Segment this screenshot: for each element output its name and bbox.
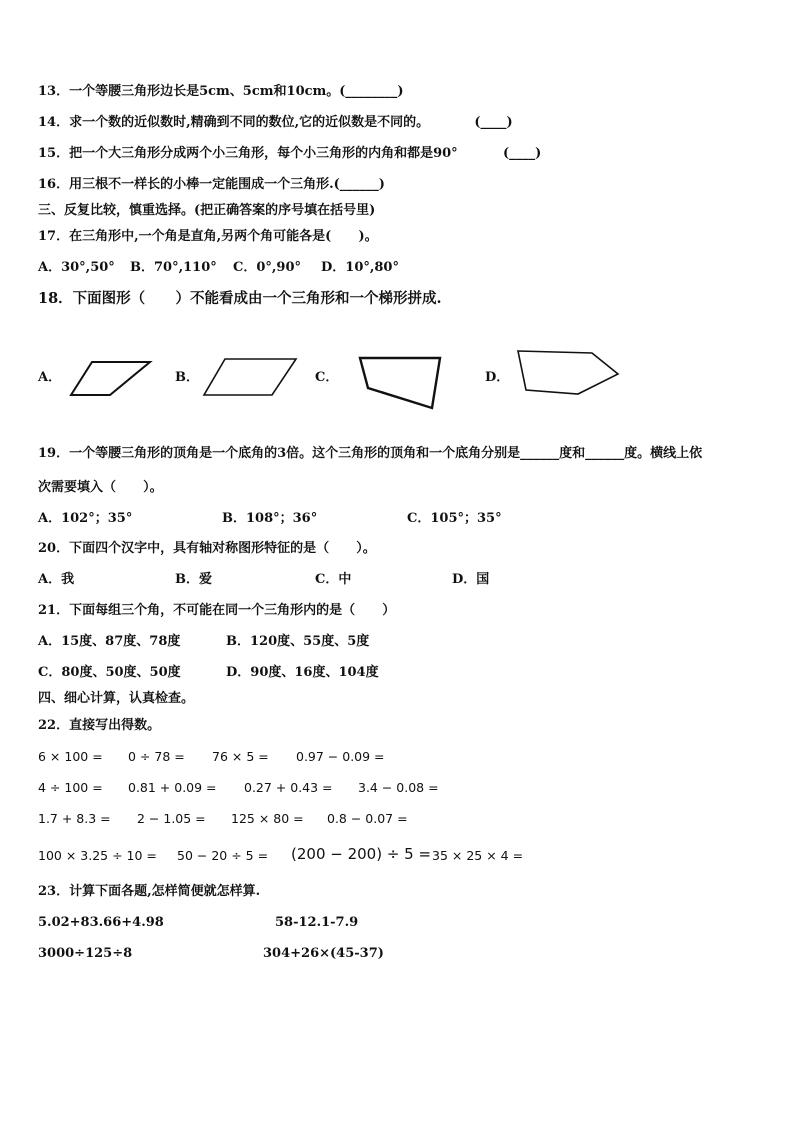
calc-item: 50 − 20 ÷ 5 = [177, 848, 269, 863]
q17-option-c: C．0°,90° [233, 260, 302, 275]
calc-item: 2 − 1.05 = [137, 811, 206, 826]
q20-option-c: C．中 [315, 572, 352, 587]
q18-figure-a-parallelogram [66, 358, 156, 400]
calc-item: 0.27 + 0.43 = [244, 780, 333, 795]
calc-item: (200 − 200) ÷ 5 = [291, 845, 432, 863]
q23-item: 5.02+83.66+4.98 [38, 915, 164, 930]
calc-item: 0.97 − 0.09 = [296, 749, 385, 764]
question-19-line-1: 19．一个等腰三角形的顶角是一个底角的3倍。这个三角形的顶角和一个底角分别是______度和______度。横线上依 [38, 446, 703, 461]
q21-option-d: D．90度、16度、104度 [226, 665, 379, 680]
q17-option-d: D．10°,80° [321, 260, 399, 275]
calc-item: 0.81 + 0.09 = [128, 780, 217, 795]
question-16: 16．用三根不一样长的小棒一定能围成一个三角形.(______) [38, 177, 385, 192]
calc-item: 0 ÷ 78 = [128, 749, 185, 764]
q21-option-b: B．120度、55度、5度 [226, 634, 370, 649]
q21-option-a: A．15度、87度、78度 [38, 634, 181, 649]
q18-figure-d-pentagon [512, 346, 622, 400]
q18-label-c: C． [315, 370, 339, 385]
question-14: 14．求一个数的近似数时,精确到不同的数位,它的近似数是不同的。 (____) [38, 115, 513, 130]
calc-item: 76 × 5 = [212, 749, 269, 764]
q18-label-d: D． [485, 370, 510, 385]
calc-item: 4 ÷ 100 = [38, 780, 103, 795]
calc-item: 3.4 − 0.08 = [358, 780, 439, 795]
q18-figure-c-quadrilateral [356, 352, 448, 412]
q18-label-b: B． [175, 370, 199, 385]
question-22: 22．直接写出得数。 [38, 718, 161, 733]
question-23: 23．计算下面各题,怎样简便就怎样算. [38, 884, 261, 899]
calc-item: 1.7 + 8.3 = [38, 811, 111, 826]
q23-item: 58-12.1-7.9 [275, 915, 359, 930]
q20-option-d: D．国 [452, 572, 490, 587]
calc-item: 6 × 100 = [38, 749, 103, 764]
q17-option-b: B．70°,110° [130, 260, 217, 275]
q23-item: 3000÷125÷8 [38, 946, 133, 961]
q19-option-a: A．102°；35° [38, 511, 133, 526]
question-20: 20．下面四个汉字中，具有轴对称图形特征的是（ ）。 [38, 541, 376, 556]
q20-option-b: B．爱 [175, 572, 212, 587]
question-21: 21．下面每组三个角，不可能在同一个三角形内的是（ ） [38, 603, 396, 618]
q18-label-a: A． [38, 370, 62, 385]
calc-item: 35 × 25 × 4 = [432, 848, 524, 863]
q17-option-a: A．30°,50° [38, 260, 115, 275]
q23-item: 304+26×(45-37) [263, 946, 384, 961]
question-13: 13．一个等腰三角形边长是5cm、5cm和10cm。(________) [38, 84, 404, 99]
section-3-heading: 三、反复比较，慎重选择。(把正确答案的序号填在括号里) [38, 203, 376, 218]
question-15: 15．把一个大三角形分成两个小三角形，每个小三角形的内角和都是90° (____) [38, 146, 542, 161]
question-19-line-2: 次需要填入（ ）。 [38, 480, 163, 495]
question-17: 17．在三角形中,一个角是直角,另两个角可能各是( )。 [38, 229, 378, 244]
q21-option-c: C．80度、50度、50度 [38, 665, 181, 680]
question-18: 18．下面图形（ ）不能看成由一个三角形和一个梯形拼成. [38, 290, 442, 307]
calc-item: 0.8 − 0.07 = [327, 811, 408, 826]
q20-option-a: A．我 [38, 572, 75, 587]
q19-option-c: C．105°；35° [407, 511, 502, 526]
section-4-heading: 四、细心计算，认真检查。 [38, 691, 195, 706]
q18-figure-b-parallelogram [200, 355, 302, 400]
q19-option-b: B．108°；36° [222, 511, 318, 526]
calc-item: 125 × 80 = [231, 811, 304, 826]
calc-item: 100 × 3.25 ÷ 10 = [38, 848, 157, 863]
